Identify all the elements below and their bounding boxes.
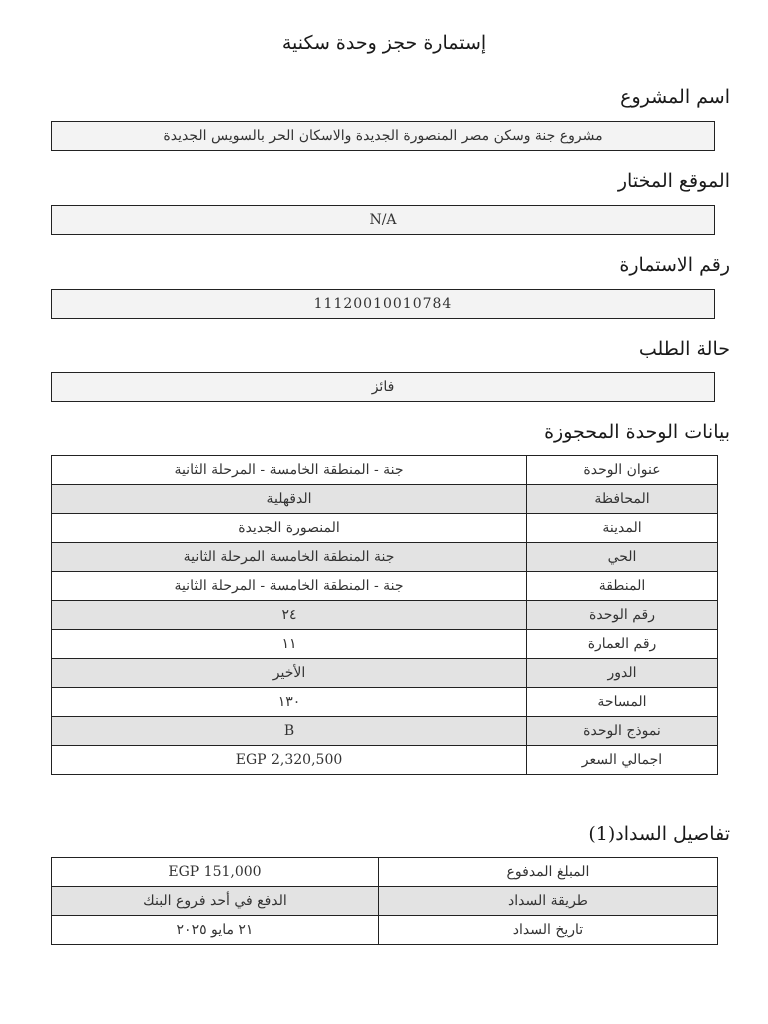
floor-value: الأخير bbox=[52, 659, 527, 688]
building-number-value: ١١ bbox=[52, 630, 527, 659]
table-row bbox=[52, 514, 718, 543]
form-title: إستمارة حجز وحدة سكنية bbox=[281, 32, 487, 54]
table-row bbox=[52, 746, 718, 775]
payment-details-table bbox=[51, 857, 718, 945]
total-price-value: EGP 2,320,500 bbox=[52, 746, 527, 775]
unit-details-table bbox=[51, 455, 718, 775]
table-row bbox=[52, 572, 718, 601]
paid-amount-value: EGP 151,000 bbox=[52, 858, 379, 887]
unit-address-key: عنوان الوحدة bbox=[527, 456, 718, 485]
table-row bbox=[52, 916, 718, 945]
request-status-field: فائز bbox=[51, 372, 715, 402]
district-value: جنة المنطقة الخامسة المرحلة الثانية bbox=[52, 543, 527, 572]
unit-number-value: ٢٤ bbox=[52, 601, 527, 630]
table-row bbox=[52, 485, 718, 514]
selected-location-label: الموقع المختار bbox=[617, 170, 730, 192]
table-row bbox=[52, 456, 718, 485]
city-key: المدينة bbox=[527, 514, 718, 543]
table-row bbox=[52, 543, 718, 572]
paid-amount-key: المبلغ المدفوع bbox=[379, 858, 718, 887]
table-row bbox=[52, 688, 718, 717]
unit-area-key: المساحة bbox=[527, 688, 718, 717]
table-row bbox=[52, 601, 718, 630]
payment-date-key: تاريخ السداد bbox=[379, 916, 718, 945]
form-number-label: رقم الاستمارة bbox=[619, 254, 730, 276]
selected-location-field: N/A bbox=[51, 205, 715, 235]
governorate-key: المحافظة bbox=[527, 485, 718, 514]
payment-method-key: طريقة السداد bbox=[379, 887, 718, 916]
floor-key: الدور bbox=[527, 659, 718, 688]
total-price-key: اجمالي السعر bbox=[527, 746, 718, 775]
table-row bbox=[52, 858, 718, 887]
governorate-value: الدقهلية bbox=[52, 485, 527, 514]
table-row bbox=[52, 717, 718, 746]
unit-area-value: ١٣٠ bbox=[52, 688, 527, 717]
payment-date-value: ٢١ مايو ٢٠٢٥ bbox=[52, 916, 379, 945]
district-key: الحي bbox=[527, 543, 718, 572]
city-value: المنصورة الجديدة bbox=[52, 514, 527, 543]
project-name-field: مشروع جنة وسكن مصر المنصورة الجديدة والاسكان الحر بالسويس الجديدة bbox=[51, 121, 715, 151]
unit-model-key: نموذج الوحدة bbox=[527, 717, 718, 746]
form-number-field: 11120010010784 bbox=[51, 289, 715, 319]
building-number-key: رقم العمارة bbox=[527, 630, 718, 659]
area-zone-key: المنطقة bbox=[527, 572, 718, 601]
table-row bbox=[52, 630, 718, 659]
request-status-label: حالة الطلب bbox=[638, 338, 730, 360]
unit-address-value: جنة - المنطقة الخامسة - المرحلة الثانية bbox=[52, 456, 527, 485]
unit-number-key: رقم الوحدة bbox=[527, 601, 718, 630]
table-row bbox=[52, 659, 718, 688]
project-name-label: اسم المشروع bbox=[620, 86, 730, 108]
area-zone-value: جنة - المنطقة الخامسة - المرحلة الثانية bbox=[52, 572, 527, 601]
payment-details-heading: تفاصيل السداد(1) bbox=[588, 823, 730, 845]
payment-method-value: الدفع في أحد فروع البنك bbox=[52, 887, 379, 916]
unit-details-heading: بيانات الوحدة المحجوزة bbox=[544, 421, 730, 443]
unit-model-value: B bbox=[52, 717, 527, 746]
table-row bbox=[52, 887, 718, 916]
